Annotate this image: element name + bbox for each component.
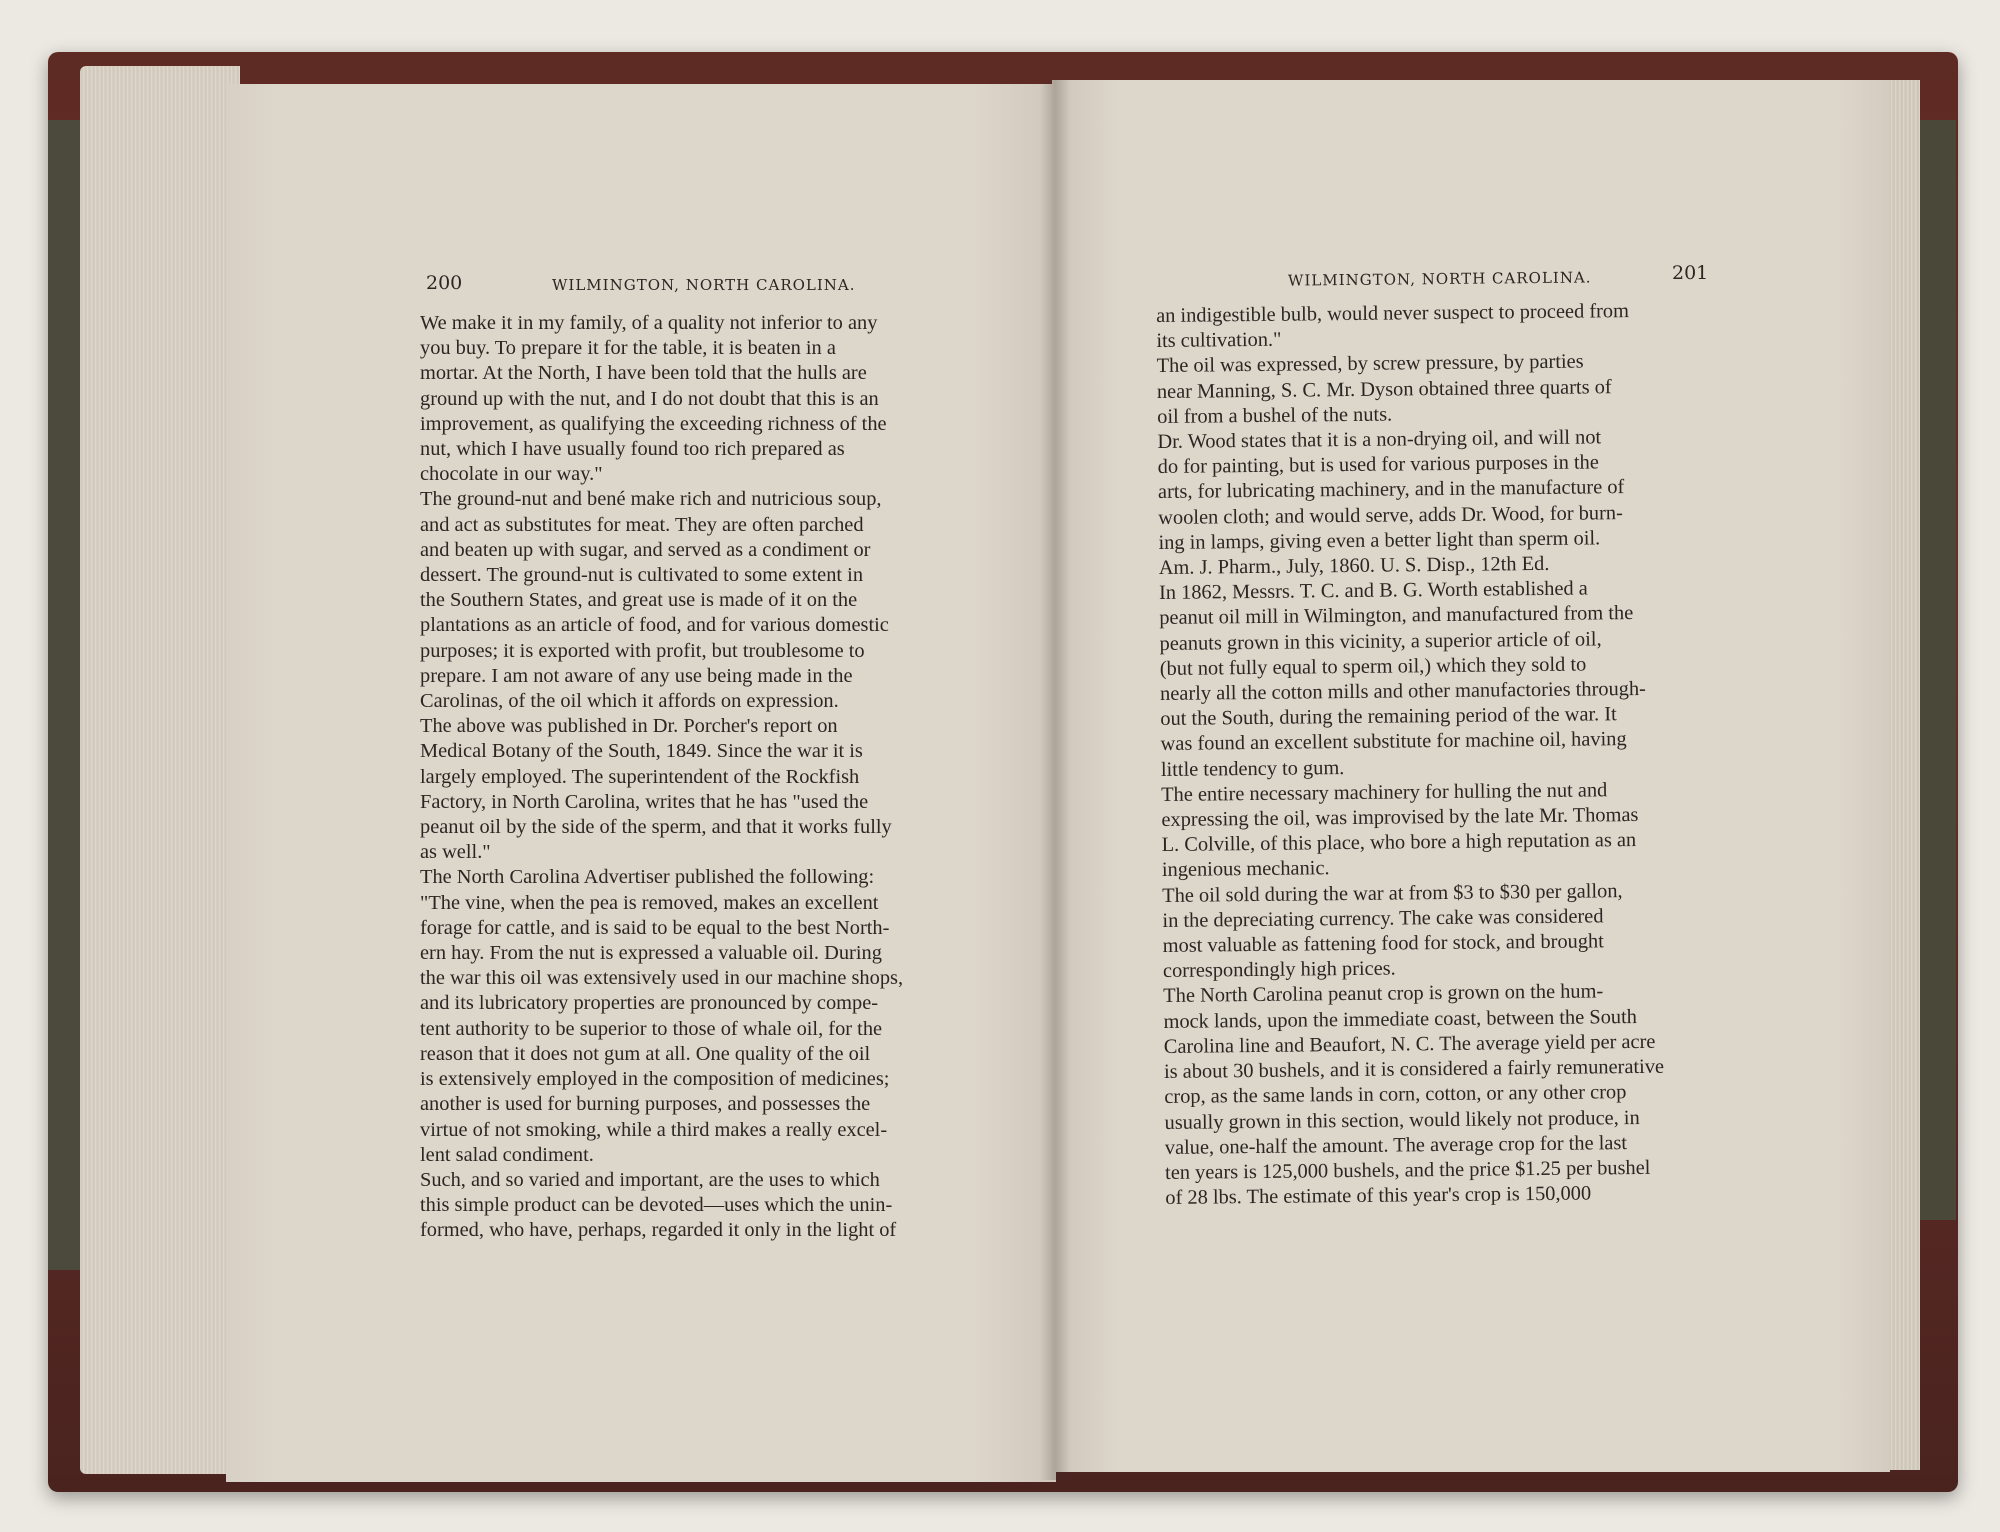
text-line: Factory, in North Carolina, writes that he has "used the	[420, 790, 869, 813]
text-line: value, one-half the amount. The average crop for the last	[1164, 1131, 1628, 1159]
text-line: Carolinas, of the oil which it affords on expression.	[420, 690, 839, 713]
text-line: and beaten up with sugar, and served as a condiment or	[420, 538, 871, 561]
text-line: lent salad condiment.	[420, 1143, 594, 1166]
text-line: Medical Botany of the South, 1849. Since the war it is	[420, 740, 863, 763]
text-line: The entire necessary machinery for hulling the nut and	[1161, 779, 1608, 806]
text-line: The North Carolina peanut crop is grown on the hum-	[1163, 980, 1604, 1008]
text-line: mock lands, upon the immediate coast, between the South	[1163, 1005, 1638, 1033]
text-line: peanuts grown in this vicinity, a superior article of oil,	[1159, 627, 1602, 655]
text-line: Dr. Wood states that it is a non-drying oil, and will not	[1157, 426, 1602, 454]
text-line: mortar. At the North, I have been told that the hulls are	[420, 362, 867, 385]
text-line: usually grown in this section, would likely not produce, in	[1164, 1106, 1640, 1134]
text-line: ground up with the nut, and I do not doubt that this is an	[420, 387, 879, 410]
left-running-head: WILMINGTON, NORTH CAROLINA.	[552, 276, 856, 294]
text-line: formed, who have, perhaps, regarded it only in the light of	[420, 1219, 897, 1242]
right-running-head: WILMINGTON, NORTH CAROLINA.	[1287, 268, 1592, 290]
text-line: largely employed. The superintendent of the Rockfish	[420, 765, 860, 788]
text-line: arts, for lubricating machinery, and in the manufacture of	[1157, 476, 1625, 504]
text-line: nearly all the cotton mills and other manufactories through-	[1159, 677, 1647, 706]
text-line: woolen cloth; and would serve, adds Dr. Wood, for burn-	[1158, 501, 1623, 529]
text-line: purposes; it is exported with profit, but troublesome to	[420, 639, 865, 662]
text-line: chocolate in our way."	[420, 463, 603, 486]
text-line: The oil was expressed, by screw pressure, by parties	[1156, 350, 1584, 378]
text-line: plantations as an article of food, and for various domestic	[420, 614, 889, 637]
left-page-number: 200	[426, 272, 463, 294]
text-line: The North Carolina Advertiser published the following:	[420, 866, 875, 889]
text-line: near Manning, S. C. Mr. Dyson obtained three quarts of	[1156, 375, 1612, 403]
text-line: In 1862, Messrs. T. C. and B. G. Worth established a	[1158, 577, 1588, 605]
text-line: an indigestible bulb, would never suspect to proceed from	[1156, 300, 1630, 327]
text-line: the war this oil was extensively used in our machine shops,	[420, 967, 904, 990]
text-line: of 28 lbs. The estimate of this year's crop is 150,000	[1165, 1182, 1592, 1210]
text-line: dessert. The ground-nut is cultivated to some extent in	[420, 564, 864, 587]
text-line: virtue of not smoking, while a third makes a really excel-	[420, 1118, 888, 1141]
text-line: as well."	[420, 841, 491, 864]
left-page-body	[420, 311, 986, 1244]
text-line: and act as substitutes for meat. They are often parched	[420, 513, 864, 536]
text-line: ing in lamps, giving even a better light than sperm oil.	[1158, 527, 1601, 554]
text-line: ingenious mechanic.	[1161, 857, 1330, 882]
text-line: Am. J. Pharm., July, 1860. U. S. Disp., 12th Ed.	[1158, 552, 1550, 580]
right-page-number: 201	[1672, 262, 1709, 284]
text-line: this simple product can be devoted—uses which the unin-	[420, 1194, 893, 1217]
text-line: was found an excellent substitute for machine oil, having	[1160, 728, 1627, 756]
text-line: do for painting, but is used for various purposes in the	[1157, 451, 1599, 479]
page-edges-left	[80, 66, 240, 1474]
text-line: peanut oil mill in Wilmington, and manufactured from the	[1159, 602, 1634, 630]
text-line: crop, as the same lands in corn, cotton, or any other crop	[1164, 1081, 1627, 1109]
text-line: Carolina line and Beaufort, N. C. The average yield per acre	[1163, 1030, 1656, 1058]
text-line: nut, which I have usually found too rich prepared as	[420, 438, 845, 461]
text-line: tent authority to be superior to those of whale oil, for the	[420, 1017, 883, 1040]
text-line: is about 30 bushels, and it is considered a fairly remunerative	[1163, 1055, 1665, 1084]
text-line: oil from a bushel of the nuts.	[1157, 403, 1393, 428]
text-line: "The vine, when the pea is removed, makes an excellent	[420, 891, 879, 914]
text-line: The oil sold during the war at from $3 to $30 per gallon,	[1162, 879, 1623, 907]
text-line: little tendency to gum.	[1160, 756, 1345, 781]
text-line: the Southern States, and great use is made of it on the	[420, 589, 858, 612]
text-line: (but not fully equal to sperm oil,) which they sold to	[1159, 653, 1587, 680]
text-line: is extensively employed in the composition of medicines;	[420, 1068, 890, 1091]
text-line: The above was published in Dr. Porcher's report on	[420, 715, 838, 738]
text-line: The ground-nut and bené make rich and nutricious soup,	[420, 488, 882, 511]
text-line: forage for cattle, and is said to be equal to the best North-	[420, 916, 890, 939]
book-gutter	[1040, 80, 1070, 1480]
text-line: you buy. To prepare it for the table, it is beaten in a	[420, 337, 836, 360]
text-line: its cultivation."	[1156, 328, 1282, 353]
text-line: expressing the oil, was improvised by the late Mr. Thomas	[1161, 804, 1639, 832]
text-line: correspondingly high prices.	[1162, 957, 1396, 983]
text-line: out the South, during the remaining period of the war. It	[1160, 703, 1617, 731]
text-line: L. Colville, of this place, who bore a high reputation as an	[1161, 829, 1637, 857]
text-line: in the depreciating currency. The cake was considered	[1162, 905, 1604, 932]
text-line: another is used for burning purposes, and possesses the	[420, 1093, 871, 1116]
text-line: We make it in my family, of a quality not inferior to any	[420, 312, 878, 334]
text-line: and its lubricatory properties are pronounced by compe-	[420, 992, 879, 1015]
text-line: most valuable as fattening food for stock, and brought	[1162, 930, 1604, 958]
right-page-body	[1156, 298, 1713, 1211]
text-line: prepare. I am not aware of any use being made in the	[420, 664, 853, 687]
cover-cloth-right	[1920, 120, 1956, 1220]
text-line: ern hay. From the nut is expressed a valuable oil. During	[420, 942, 882, 965]
text-line: Such, and so varied and important, are the uses to which	[420, 1168, 880, 1191]
text-line: improvement, as qualifying the exceeding richness of the	[420, 412, 887, 435]
text-line: ten years is 125,000 bushels, and the price $1.25 per bushel	[1164, 1156, 1651, 1184]
text-line: reason that it does not gum at all. One quality of the oil	[420, 1042, 871, 1065]
text-line: peanut oil by the side of the sperm, and that it works fully	[420, 816, 892, 839]
